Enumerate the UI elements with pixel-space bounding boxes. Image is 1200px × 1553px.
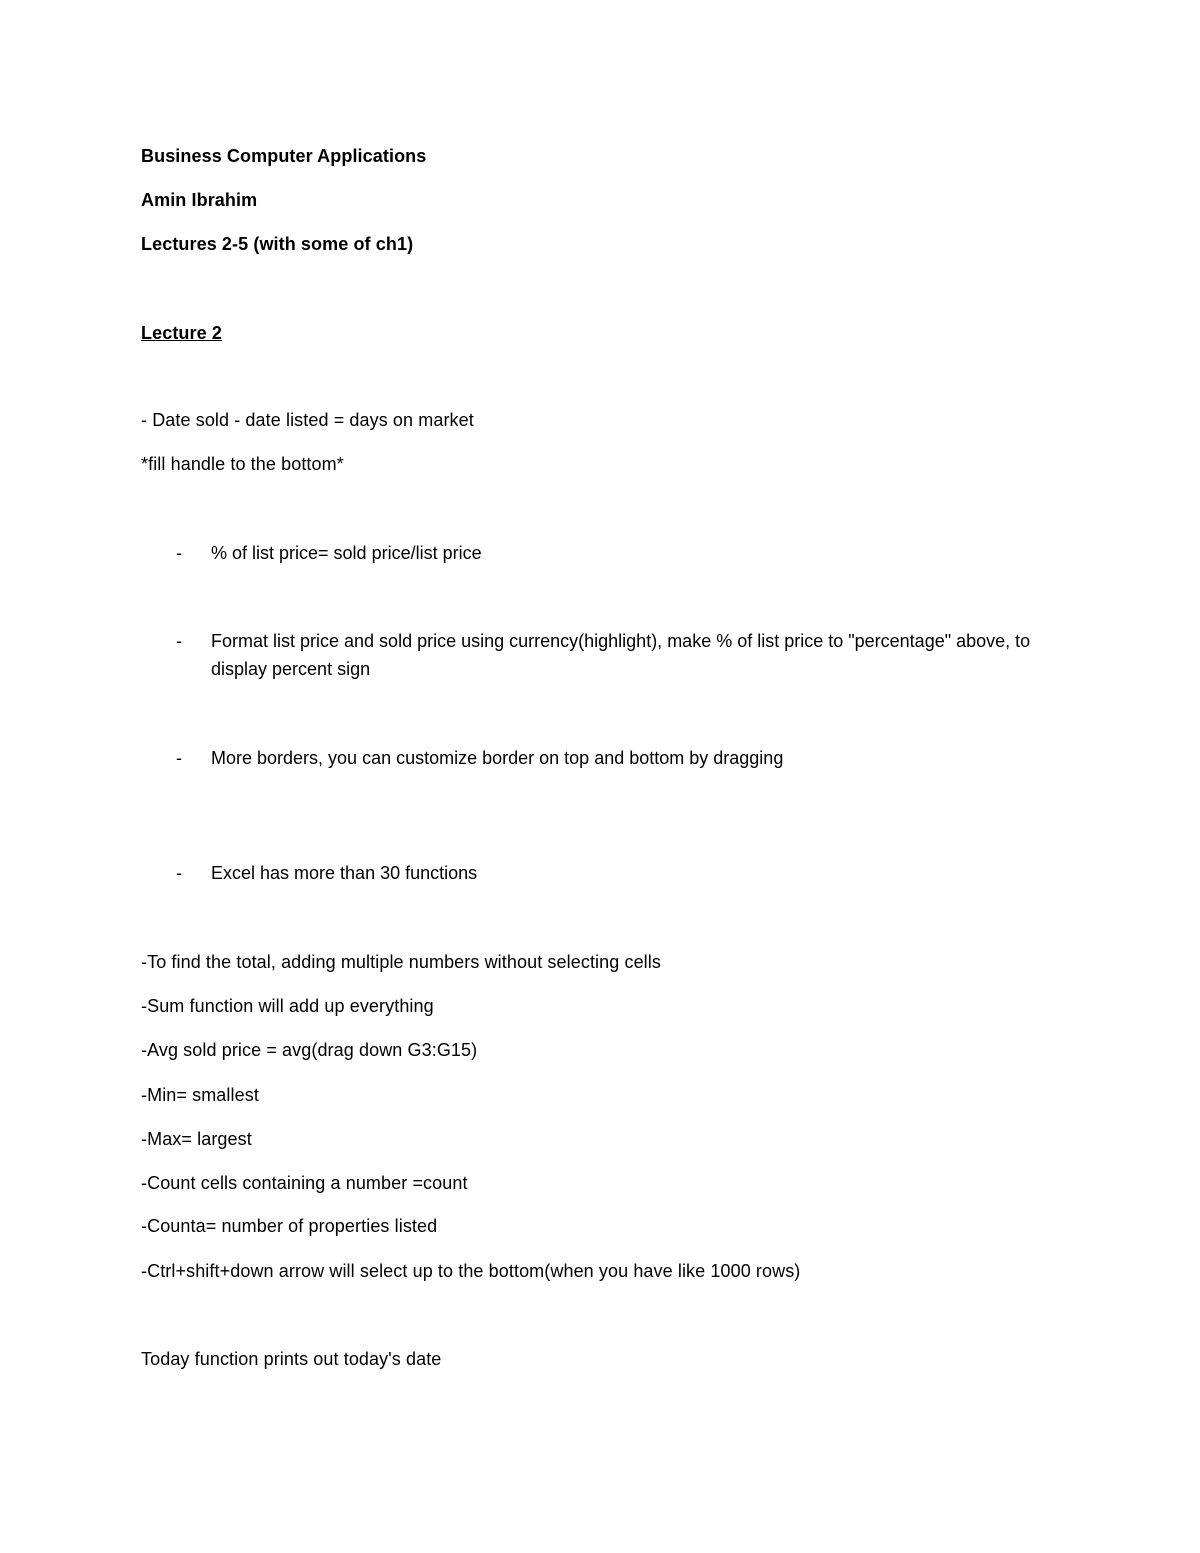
- note-line: -Max= largest: [141, 1129, 252, 1149]
- bullet-marker: -: [176, 748, 182, 768]
- bullet-marker: -: [176, 631, 182, 651]
- note-line: *fill handle to the bottom*: [141, 454, 344, 474]
- lectures-subtitle: Lectures 2-5 (with some of ch1): [141, 234, 414, 254]
- section-heading: Lecture 2: [141, 323, 222, 343]
- note-line: -To find the total, adding multiple numbers without selecting cells: [141, 952, 661, 972]
- footer-note: Today function prints out today's date: [141, 1349, 442, 1369]
- bullet-marker: -: [176, 863, 182, 883]
- bullet-item: Format list price and sold price using currency(highlight), make % of list price to "percentage" above, to display percent sign: [211, 631, 1031, 679]
- note-line: -Ctrl+shift+down arrow will select up to the bottom(when you have like 1000 rows): [141, 1261, 801, 1281]
- author-name: Amin Ibrahim: [141, 190, 258, 210]
- bullet-marker: -: [176, 543, 182, 563]
- course-title: Business Computer Applications: [141, 146, 427, 166]
- note-line: - Date sold - date listed = days on market: [141, 410, 474, 430]
- bullet-item: Excel has more than 30 functions: [211, 863, 478, 883]
- note-line: -Counta= number of properties listed: [141, 1216, 438, 1236]
- note-line: -Count cells containing a number =count: [141, 1173, 468, 1193]
- note-line: -Min= smallest: [141, 1085, 259, 1105]
- bullet-item: More borders, you can customize border on top and bottom by dragging: [211, 748, 784, 768]
- note-line: -Avg sold price = avg(drag down G3:G15): [141, 1040, 478, 1060]
- bullet-item: % of list price= sold price/list price: [211, 543, 482, 563]
- note-line: -Sum function will add up everything: [141, 996, 434, 1016]
